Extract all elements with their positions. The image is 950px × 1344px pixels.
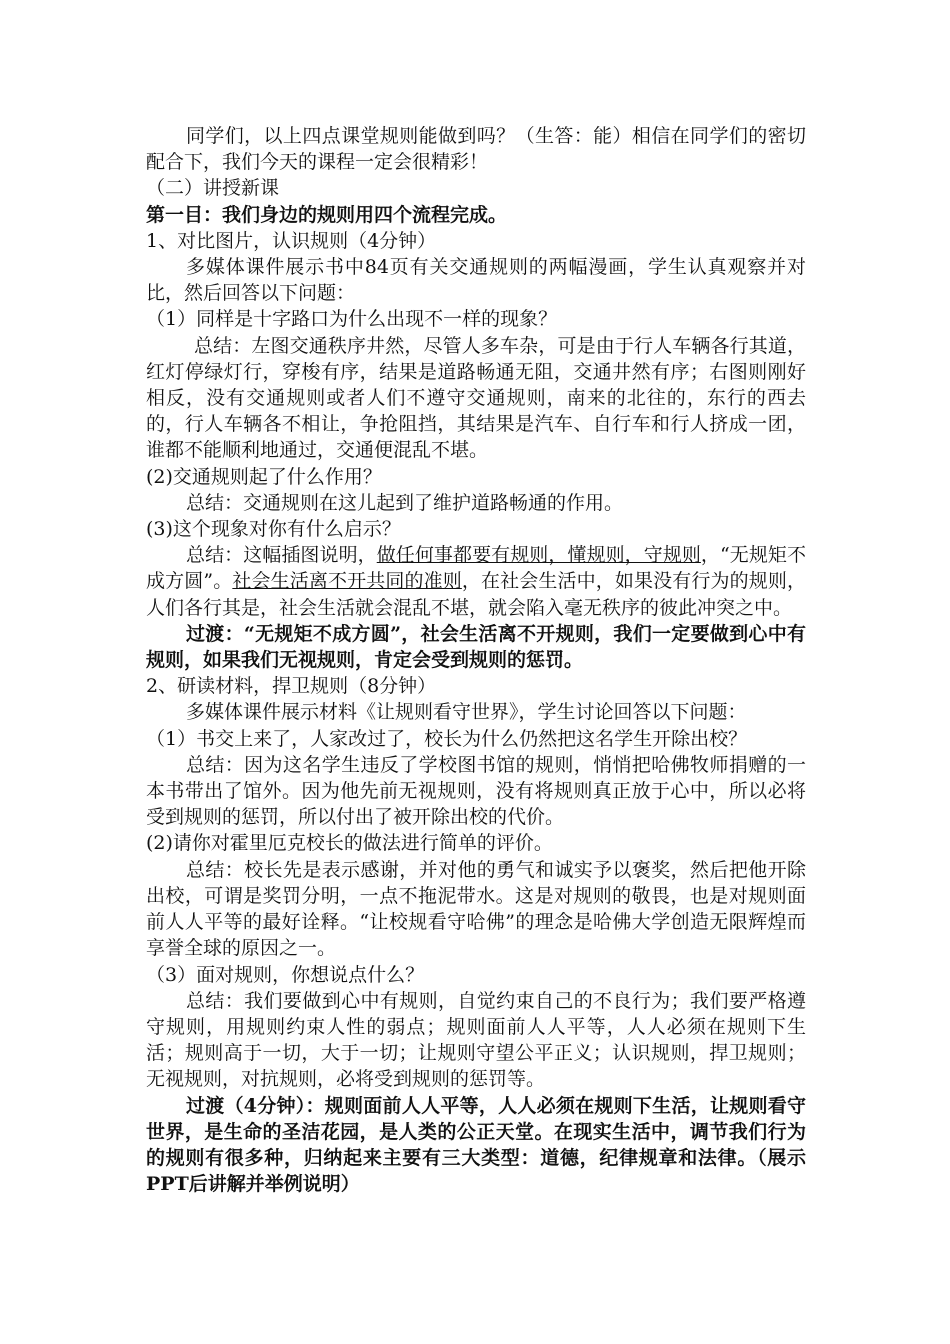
summary-1-3-part-a: 总结：这幅插图说明，: [186, 544, 377, 567]
question-2-1: （1）书交上来了，人家改过了，校长为什么仍然把这名学生开除出校？: [146, 727, 748, 750]
paragraph-step2-desc: 多媒体课件展示材料《让规则看守世界》，学生讨论回答以下问题：: [186, 701, 747, 724]
underlined-rule-phrase: 做任何事都要有规则，懂规则，守规则: [376, 544, 701, 567]
section-heading: （二）讲授新课: [146, 177, 280, 200]
step-heading-2: 2、研读材料，捍卫规则（8分钟）: [146, 675, 437, 698]
summary-1-1: 总结：左图交通秩序井然，尽管人多车杂，可是由于行人车辆各行其道，红灯停绿灯行，穿梭有序，结果是道路畅通无阻，交通井然有序；右图则刚好相反，没有交通规则或者人们不遵守交通规则，南来的北往的，东行的西去的，行人车辆各不相让，争抢阻挡，其结果是汽车、自行车和行人挤成一团，谁都不能顺利地通过，交通便混乱不堪。: [146, 334, 806, 462]
paragraph-intro: 同学们，以上四点课堂规则能做到吗？（生答：能）相信在同学们的密切配合下，我们今天的课程一定会很精彩！: [146, 125, 806, 174]
question-1-3: (3)这个现象对你有什么启示？: [146, 518, 401, 541]
document-body: [146, 123, 806, 1197]
underlined-norm-phrase: 社会生活离不开共同的准则: [232, 570, 462, 593]
summary-1-3-part-c: ，在社会生活中，如果没有行为的规则，人们各行其是，社会生活就会混乱不堪，就会陷入毫无秩序的彼此冲突之中。: [146, 570, 806, 619]
summary-2-3: 总结：我们要做到心中有规则，自觉约束自己的不良行为；我们要严格遵守规则，用规则约束人性的弱点；规则面前人人平等，人人必须在规则下生活；规则高于一切，大于一切；让规则守望公平正义；认识规则，捍卫规则；无视规则，对抗规则，必将受到规则的惩罚等。: [146, 989, 806, 1091]
transition-2: 过渡（4分钟）：规则面前人人平等，人人必须在规则下生活，让规则看守世界，是生命的圣洁花园，是人类的公正天堂。在现实生活中，调节我们行为的规则有很多种，归纳起来主要有三大类型：道德，纪律规章和法律。（展示PPT后讲解并举例说明）: [146, 1094, 806, 1196]
paragraph-step1-desc: 多媒体课件展示书中84页有关交通规则的两幅漫画，学生认真观察并对比，然后回答以下问题：: [146, 256, 806, 305]
step-heading-1: 1、对比图片，认识规则（4分钟）: [146, 229, 437, 252]
question-1-1: （1）同样是十字路口为什么出现不一样的现象？: [146, 308, 558, 331]
summary-1-2: 总结：交通规则在这儿起到了维护道路畅通的作用。: [186, 491, 624, 514]
transition-1: 过渡：“无规矩不成方圆”，社会生活离不开规则，我们一定要做到心中有规则，如果我们无视规则，肯定会受到规则的惩罚。: [146, 622, 806, 672]
summary-1-3-part-b: ，“无规矩不成方圆”。: [146, 544, 806, 593]
question-1-2: (2)交通规则起了什么作用？: [146, 465, 382, 488]
topic-heading: 第一目：我们身边的规则用四个流程完成。: [146, 203, 508, 226]
summary-2-2: 总结：校长先是表示感谢，并对他的勇气和诚实予以褒奖，然后把他开除出校，可谓是奖罚分明，一点不拖泥带水。这是对规则的敬畏，也是对规则面前人人平等的最好诠释。“让校规看守哈佛”的理念是哈佛大学创造无限辉煌而享誉全球的原因之一。: [146, 858, 806, 960]
question-2-2: (2)请你对霍里厄克校长的做法进行简单的评价。: [146, 832, 553, 855]
summary-1-3: [146, 542, 806, 621]
question-2-3: （3）面对规则，你想说点什么？: [146, 963, 425, 986]
summary-2-1: 总结：因为这名学生违反了学校图书馆的规则，悄悄把哈佛牧师捐赠的一本书带出了馆外。因为他先前无视规则，没有将规则真正放于心中，所以必将受到规则的惩罚，所以付出了被开除出校的代价。: [146, 753, 806, 829]
